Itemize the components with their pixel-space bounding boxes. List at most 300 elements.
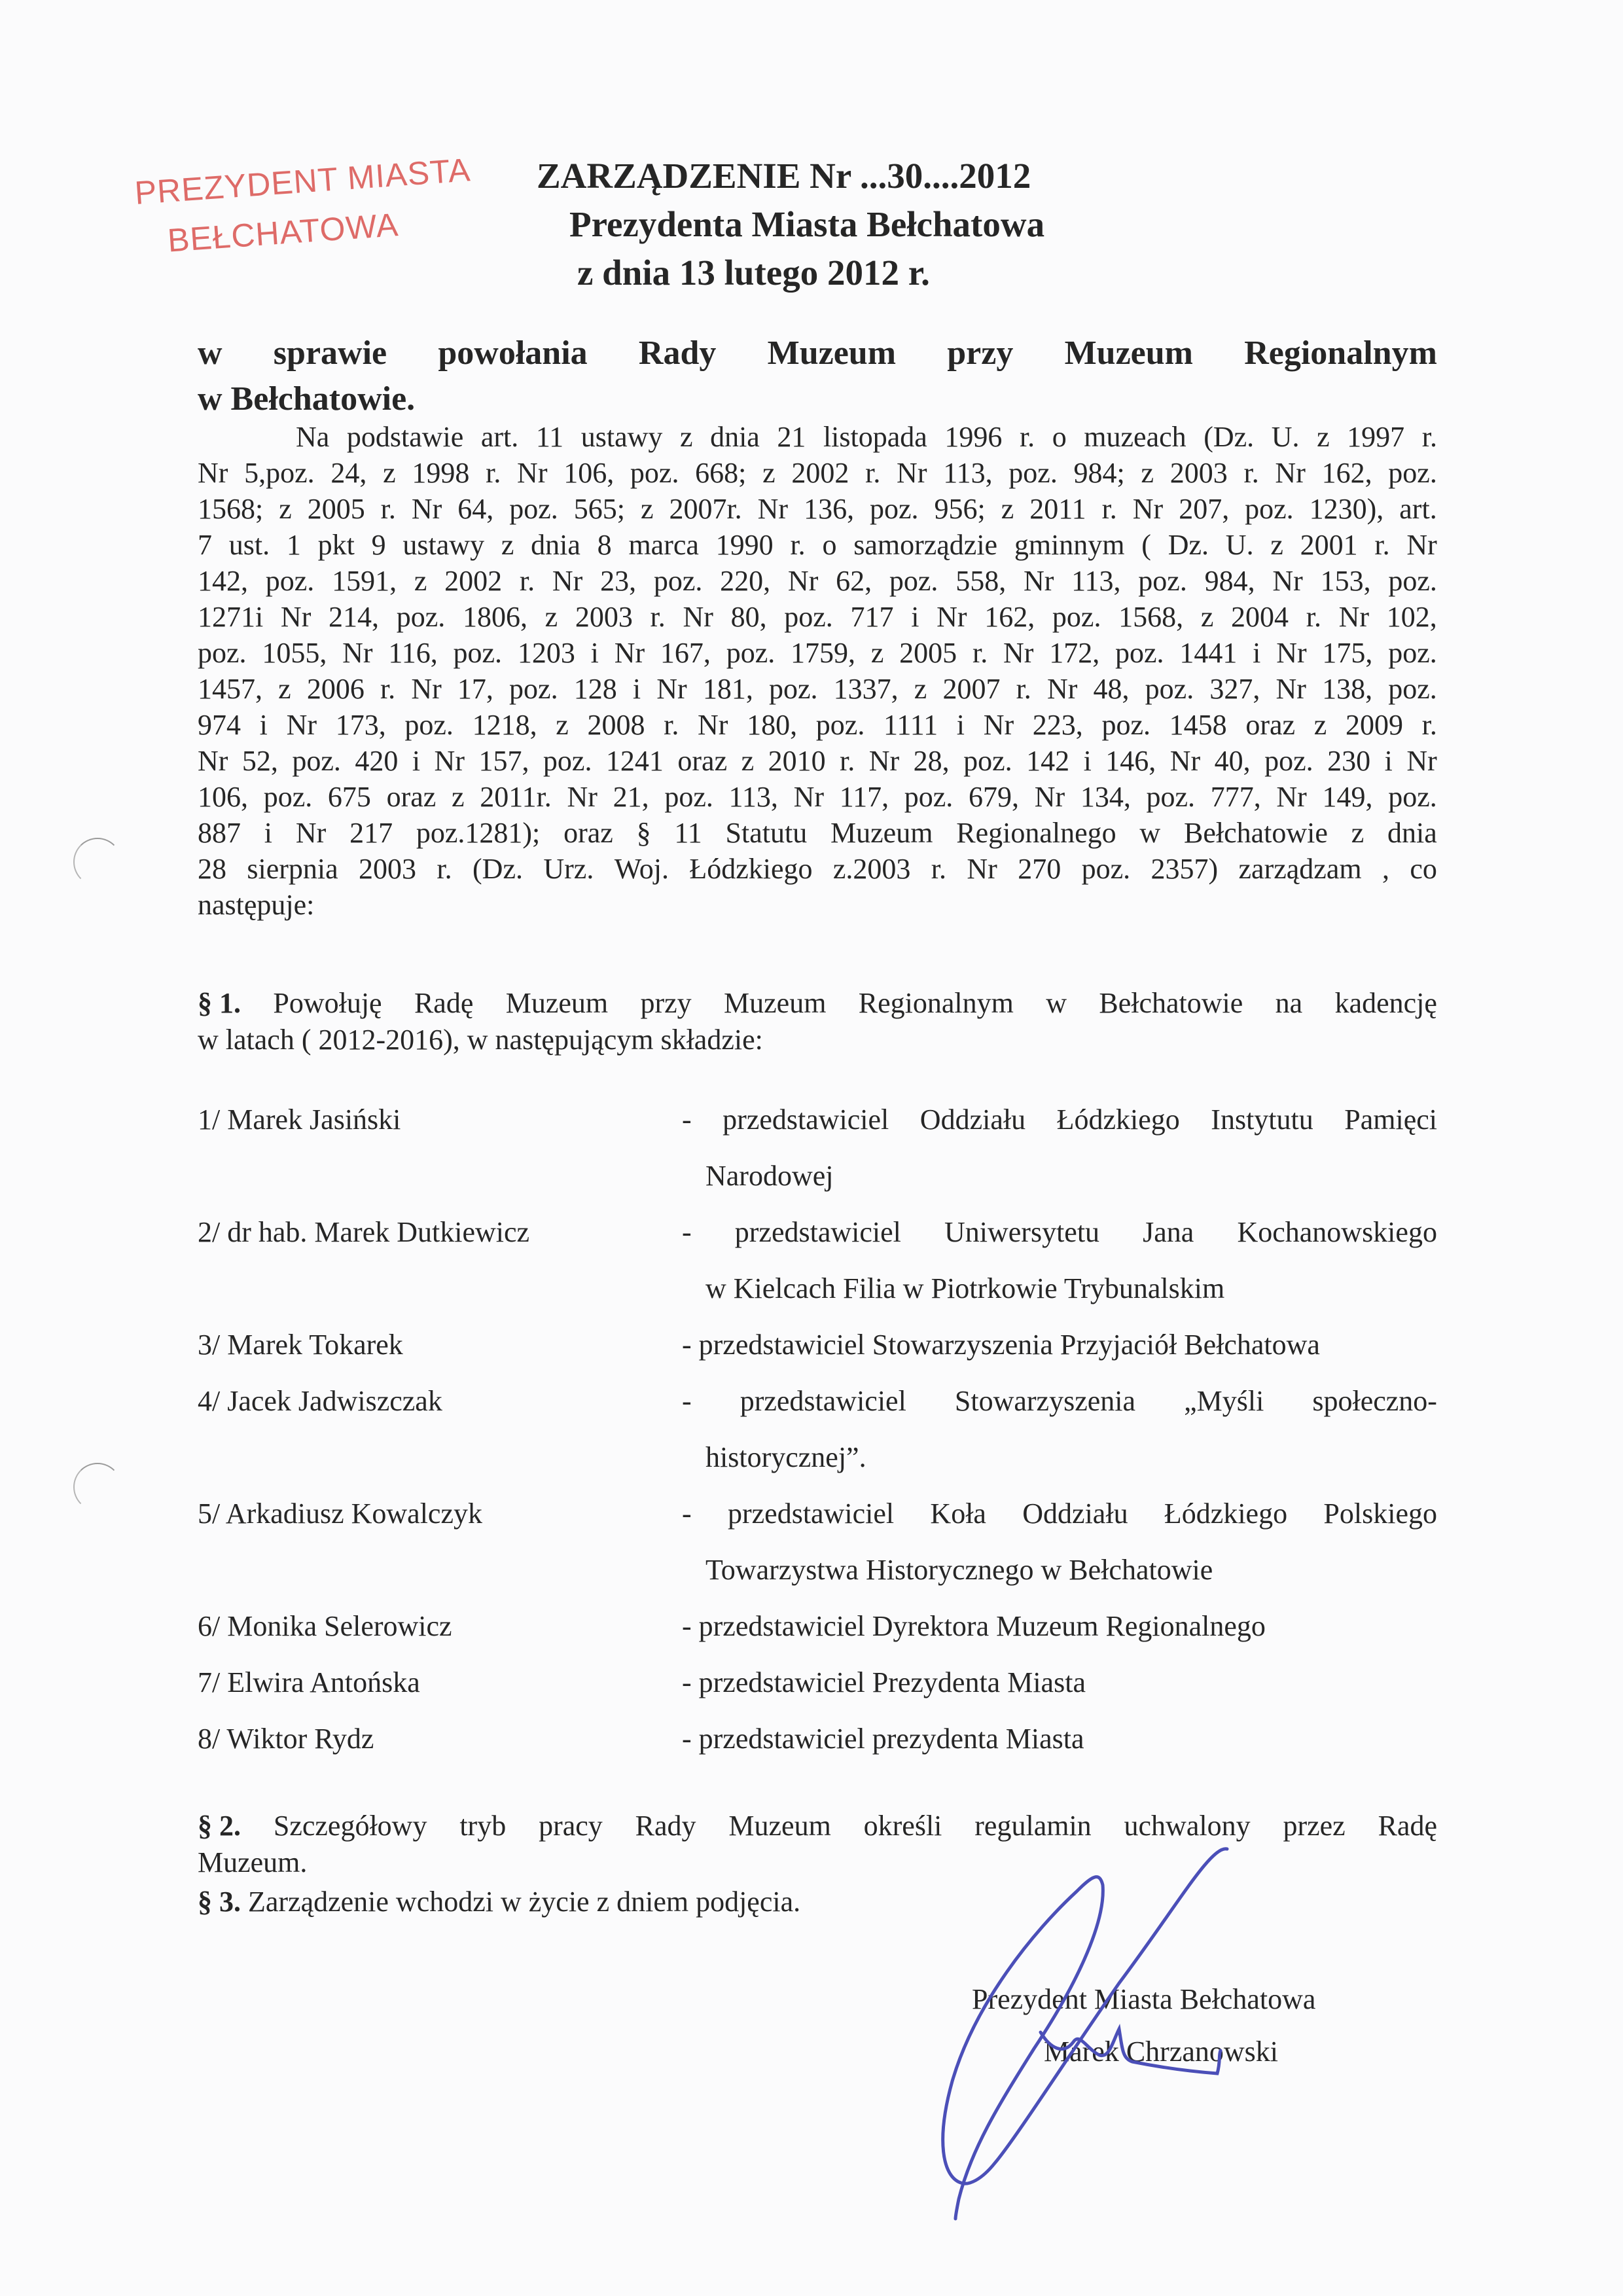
legal-basis-token: r.	[380, 493, 396, 525]
member-role-line: - przedstawiciel Prezydenta Miasta	[682, 1666, 1086, 1698]
subject-word: Regionalnym	[1244, 334, 1437, 372]
council-member	[198, 1598, 1437, 1655]
legal-basis-token: 1990	[715, 529, 774, 561]
legal-basis-token: 2006	[306, 673, 365, 705]
legal-basis-token: ustawy	[580, 421, 663, 453]
legal-basis-token: 777,	[1210, 781, 1261, 813]
legal-basis-token: (Dz.	[473, 853, 523, 885]
legal-basis-token: Nr	[567, 781, 597, 813]
legal-basis-token: poz.	[1008, 457, 1058, 489]
official-stamp	[134, 153, 475, 259]
legal-basis-token: 214,	[329, 601, 380, 633]
legal-basis-line	[198, 779, 1437, 815]
legal-basis-token: 17,	[457, 673, 493, 705]
legal-basis-token: 217	[349, 817, 393, 849]
legal-basis-token: r.	[1019, 421, 1035, 453]
legal-basis-token: 420	[355, 745, 399, 777]
legal-basis-token: Nr	[897, 457, 927, 489]
legal-basis-token: i	[1083, 745, 1092, 777]
legal-basis-token: 230	[1327, 745, 1371, 777]
legal-basis-token: 1457,	[198, 673, 262, 705]
member-role-line	[682, 1092, 1437, 1148]
section-1-word: na	[1275, 987, 1303, 1019]
legal-basis-token: poz.	[453, 637, 503, 669]
legal-basis-token: ,	[1382, 853, 1389, 885]
legal-basis-token: 48,	[1093, 673, 1130, 705]
council-member	[198, 1317, 1437, 1373]
legal-basis-token: 149,	[1322, 781, 1373, 813]
legal-basis-token: 64,	[457, 493, 494, 525]
member-role-token: -	[682, 1498, 692, 1530]
legal-basis-token: Regionalnego	[956, 817, 1116, 849]
member-role-line: historycznej”.	[705, 1441, 866, 1473]
document-issuer: Prezydenta Miasta Bełchatowa	[569, 204, 1045, 244]
subject-word: Rady	[638, 334, 717, 372]
legal-basis-token: Dz.	[1168, 529, 1209, 561]
legal-basis-token: poz.	[1145, 673, 1194, 705]
legal-basis-token: dnia	[710, 421, 760, 453]
legal-basis-token: r.	[931, 853, 947, 885]
section-1-word: przy	[640, 987, 692, 1019]
legal-basis-token: dnia	[1387, 817, 1437, 849]
legal-basis-token: Nr	[757, 493, 789, 525]
legal-basis-token: i	[632, 673, 641, 705]
legal-basis-token: Bełchatowie	[1184, 817, 1328, 849]
legal-basis-line	[198, 599, 1437, 635]
member-role	[682, 1655, 1437, 1711]
hole-punch-mark	[73, 838, 122, 886]
section-2-word: Radę	[1378, 1810, 1437, 1842]
legal-basis-token: z	[279, 493, 292, 525]
legal-basis-token: 2002	[791, 457, 849, 489]
legal-basis-token: w	[1139, 817, 1161, 849]
legal-basis-token: r.	[1421, 421, 1437, 453]
legal-basis-token: 1230),	[1309, 493, 1384, 525]
legal-basis-token: poz.	[726, 637, 776, 669]
legal-basis-token: z	[640, 493, 654, 525]
legal-basis-token: 984,	[1204, 565, 1255, 597]
section-2-word: Szczegółowy	[273, 1810, 427, 1842]
legal-basis-token: (Dz.	[1204, 421, 1255, 453]
legal-basis-token: 102,	[1386, 601, 1437, 633]
legal-basis-token: 223,	[1032, 709, 1083, 741]
legal-basis-token: i	[590, 637, 599, 669]
section-1-line-2: w latach ( 2012-2016), w następującym składzie:	[198, 1024, 763, 1056]
legal-basis-token: 2003	[575, 601, 633, 633]
member-role-token: -	[682, 1103, 692, 1136]
legal-basis-token: Nr	[342, 637, 373, 669]
legal-basis-token: 40,	[1214, 745, 1251, 777]
member-role	[682, 1373, 1437, 1486]
subject-word: Muzeum	[1064, 334, 1193, 372]
legal-basis-line	[198, 635, 1437, 671]
legal-basis-token: poz.	[815, 709, 865, 741]
council-member	[198, 1655, 1437, 1711]
legal-basis-token: 1271i	[198, 601, 264, 633]
legal-basis-token: 173,	[335, 709, 386, 741]
council-member	[198, 1092, 1437, 1204]
legal-basis-token: 157,	[478, 745, 529, 777]
legal-basis-token: 80,	[730, 601, 767, 633]
legal-basis-token: poz.	[1388, 781, 1437, 813]
legal-basis-line	[198, 743, 1437, 779]
legal-basis-token: poz.	[509, 493, 558, 525]
legal-basis-token: Nr	[1406, 529, 1437, 561]
member-name: 4/ Jacek Jadwiszczak	[198, 1385, 442, 1417]
legal-basis-token: 2005	[899, 637, 957, 669]
legal-basis-token: poz.	[963, 745, 1012, 777]
legal-basis-token: poz.	[870, 493, 919, 525]
section-1	[198, 985, 1437, 1058]
legal-basis-token: podstawie	[346, 421, 464, 453]
legal-basis-token: r.	[1101, 493, 1117, 525]
legal-basis-token: i	[412, 745, 421, 777]
legal-basis-token: co	[1410, 853, 1437, 885]
member-role-line: - przedstawiciel Stowarzyszenia Przyjaciół Bełchatowa	[682, 1329, 1320, 1361]
section-1-line-1	[198, 985, 1437, 1022]
legal-basis-token: 2004	[1231, 601, 1289, 633]
legal-basis-token: 1996	[944, 421, 1003, 453]
legal-basis-token: 1568,	[1118, 601, 1184, 633]
legal-basis-token: 2005	[307, 493, 365, 525]
legal-basis-token: z	[1200, 601, 1214, 633]
legal-basis-token: 2007r.	[669, 493, 742, 525]
legal-basis-token: i	[911, 601, 919, 633]
legal-basis-token: 146,	[1105, 745, 1156, 777]
legal-basis-token: 1759,	[791, 637, 856, 669]
legal-basis-token: 8	[597, 529, 612, 561]
section-1-label: § 1.	[198, 987, 241, 1019]
legal-basis-token: Nr	[698, 709, 728, 741]
legal-basis-token: 1055,	[262, 637, 327, 669]
member-role-token: przedstawiciel	[734, 1216, 901, 1248]
legal-basis-token: 1997	[1347, 421, 1405, 453]
legal-basis-token: poz.	[630, 457, 679, 489]
section-1-word: Muzeum	[724, 987, 827, 1019]
legal-basis-token: poz.	[1081, 853, 1131, 885]
hole-punch-mark	[73, 1463, 122, 1511]
legal-basis-token: Nr	[983, 709, 1014, 741]
member-name: 7/ Elwira Antońska	[198, 1666, 420, 1698]
legal-basis-token: 106,	[563, 457, 615, 489]
section-3-label: § 3.	[198, 1886, 241, 1918]
legal-basis-token: poz.	[653, 565, 703, 597]
legal-basis-token: 2010	[768, 745, 826, 777]
legal-basis-token: r.	[1374, 529, 1390, 561]
legal-basis-token: poz.	[404, 709, 454, 741]
legal-basis-token: 1337,	[833, 673, 899, 705]
section-1-word: Bełchatowie	[1099, 987, 1243, 1019]
member-role-token: Pamięci	[1344, 1103, 1437, 1136]
legal-basis-token: i	[1253, 637, 1261, 669]
legal-basis-token: 1441	[1179, 637, 1238, 669]
legal-basis-token: zarządzam	[1238, 853, 1362, 885]
section-2-word: tryb	[459, 1810, 507, 1842]
legal-basis-token: 162,	[1321, 457, 1372, 489]
legal-basis-token: 28	[198, 853, 226, 885]
signer-title: Prezydent Miasta Bełchatowa	[972, 1983, 1316, 2015]
legal-basis-token: poz.	[263, 781, 313, 813]
legal-basis-token: Nr	[280, 601, 312, 633]
legal-basis-token: Nr	[1276, 637, 1307, 669]
member-name: 2/ dr hab. Marek Dutkiewicz	[198, 1216, 530, 1248]
legal-basis-token: r.	[972, 637, 988, 669]
subject-line-2: w Bełchatowie.	[198, 380, 416, 418]
legal-basis-token: Nr	[286, 709, 317, 741]
legal-basis-token: z	[1141, 457, 1154, 489]
member-role-token: Oddziału	[919, 1103, 1026, 1136]
legal-basis-token: 113,	[728, 781, 778, 813]
legal-basis-token: 181,	[702, 673, 753, 705]
member-role	[682, 1092, 1437, 1204]
legal-basis-token: Łódzkiego	[689, 853, 813, 885]
legal-basis-token: r.	[790, 529, 806, 561]
legal-basis-token: poz.	[1052, 601, 1101, 633]
legal-basis-token: Nr	[1034, 781, 1065, 813]
legal-basis-token: poz.	[1146, 781, 1196, 813]
member-role-line: Towarzystwa Historycznego w Bełchatowie	[705, 1554, 1213, 1586]
legal-basis-token: 1203	[517, 637, 575, 669]
legal-basis-token: 2002	[444, 565, 503, 597]
legal-basis-token: z	[870, 637, 884, 669]
legal-basis-token: Nr	[1272, 565, 1303, 597]
stamp-line-1: PREZYDENT MIASTA	[134, 151, 472, 211]
member-role-token: przedstawiciel	[740, 1385, 906, 1417]
legal-basis-token: z	[501, 529, 514, 561]
legal-basis-token: 887	[198, 817, 241, 849]
legal-basis-token: oraz	[563, 817, 613, 849]
legal-basis-token: r.	[840, 745, 855, 777]
legal-basis-token: poz.	[768, 673, 818, 705]
legal-basis-token: 153,	[1320, 565, 1371, 597]
legal-basis-token: 62,	[836, 565, 872, 597]
legal-basis-token: 974	[198, 709, 241, 741]
legal-basis-token: Nr	[1275, 457, 1306, 489]
legal-basis-token: z	[1270, 529, 1283, 561]
legal-basis-token: Nr	[411, 493, 442, 525]
member-role-token: Stowarzyszenia	[954, 1385, 1136, 1417]
legal-basis-token: 23,	[600, 565, 637, 597]
legal-basis-token: marca	[628, 529, 699, 561]
legal-basis-token: i	[264, 817, 273, 849]
document-header	[537, 152, 1126, 297]
legal-basis-token: 162,	[984, 601, 1035, 633]
section-2-word: uchwalony	[1124, 1810, 1251, 1842]
legal-basis-token: 220,	[720, 565, 771, 597]
legal-basis-token: 668;	[695, 457, 747, 489]
legal-basis-token: 2007	[942, 673, 1001, 705]
member-role-line: w Kielcach Filia w Piotrkowie Trybunalskim	[705, 1272, 1225, 1304]
legal-basis-token: 106,	[198, 781, 248, 813]
legal-basis-token: 11	[535, 421, 564, 453]
subject-word: sprawie	[273, 334, 387, 372]
legal-basis-token: dnia	[531, 529, 580, 561]
council-members-list	[198, 1092, 1437, 1767]
member-role-token: przedstawiciel	[727, 1498, 895, 1530]
legal-basis-token: poz.	[889, 565, 938, 597]
legal-basis-token: Nr	[967, 853, 997, 885]
legal-basis-token: r.	[664, 709, 679, 741]
legal-basis-token: 113,	[943, 457, 993, 489]
member-role-token: Oddziału	[1022, 1498, 1128, 1530]
legal-basis-token: 24,	[330, 457, 367, 489]
legal-basis-token: poz.	[664, 781, 713, 813]
stamp-line-2: BEŁCHATOWA	[166, 206, 400, 259]
legal-basis-token: i	[1384, 745, 1393, 777]
member-name: 6/ Monika Selerowicz	[198, 1610, 452, 1642]
legal-basis-token: Nr	[614, 637, 645, 669]
legal-basis-token: 180,	[747, 709, 798, 741]
legal-basis-token: 2357)	[1150, 853, 1219, 885]
section-2-word: określi	[863, 1810, 942, 1842]
legal-basis-token: i	[956, 709, 965, 741]
section-1-word: Powołuję	[273, 987, 382, 1019]
section-3-text: Zarządzenie wchodzi w życie z dniem podjęcia.	[241, 1886, 801, 1918]
legal-basis-token: 2003	[1169, 457, 1228, 489]
legal-basis-token: Nr	[1046, 673, 1078, 705]
legal-basis-line	[198, 815, 1437, 851]
legal-basis-token: 172,	[1049, 637, 1100, 669]
legal-basis-token: Nr	[1406, 745, 1437, 777]
member-role-token: Kochanowskiego	[1237, 1216, 1437, 1248]
signer-name: Marek Chrzanowski	[1044, 2036, 1279, 2068]
legal-basis-token: 28,	[913, 745, 950, 777]
member-role-token: Łódzkiego	[1056, 1103, 1180, 1136]
legal-basis-token: 717	[850, 601, 894, 633]
legal-basis-token: poz.	[1388, 673, 1437, 705]
member-role-line	[682, 1373, 1437, 1429]
legal-basis-token: 1	[286, 529, 301, 561]
legal-basis-token: U.	[1225, 529, 1254, 561]
legal-basis-token: Nr	[793, 781, 825, 813]
legal-basis-token: 1568;	[198, 493, 264, 525]
legal-basis-line	[198, 455, 1437, 491]
legal-basis-token: z	[278, 673, 291, 705]
legal-basis-token: poz.	[784, 601, 833, 633]
member-role-line: - przedstawiciel Dyrektora Muzeum Regionalnego	[682, 1610, 1266, 1642]
legal-basis-token: 21,	[613, 781, 649, 813]
legal-basis-token: poz.	[292, 745, 341, 777]
legal-basis-token: Nr	[1275, 673, 1306, 705]
subject-line-1	[198, 331, 1437, 376]
section-2-word: przez	[1283, 1810, 1346, 1842]
legal-basis-paragraph	[198, 419, 1437, 923]
legal-basis-token: 1591,	[332, 565, 397, 597]
legal-basis-token: oraz	[386, 781, 437, 813]
subject-word: powołania	[438, 334, 588, 372]
legal-basis-token: 207,	[1179, 493, 1230, 525]
legal-basis-token: 128	[573, 673, 617, 705]
legal-basis-token: 9	[371, 529, 386, 561]
legal-basis-token: Nr	[936, 601, 967, 633]
legal-basis-token: Nr	[656, 673, 687, 705]
council-member	[198, 1711, 1437, 1767]
section-1-word: kadencję	[1334, 987, 1437, 1019]
legal-basis-token: z.2003	[832, 853, 911, 885]
legal-basis-token: 1998	[412, 457, 470, 489]
legal-basis-token: Nr	[1023, 565, 1054, 597]
section-1-word: Regionalnym	[858, 987, 1014, 1019]
document-title: ZARZĄDZENIE Nr ...30....2012	[537, 156, 1031, 196]
section-2-word: Muzeum	[728, 1810, 831, 1842]
legal-basis-token: listopada	[823, 421, 927, 453]
legal-basis-token: r.	[865, 457, 881, 489]
legal-basis-token: z	[741, 745, 755, 777]
council-member	[198, 1486, 1437, 1598]
member-role	[682, 1486, 1437, 1598]
legal-basis-token: o	[1052, 421, 1067, 453]
legal-basis-token: muzeach	[1084, 421, 1186, 453]
member-role-token: Instytutu	[1211, 1103, 1313, 1136]
legal-basis-token: 138,	[1322, 673, 1373, 705]
member-name: 1/ Marek Jasiński	[198, 1103, 401, 1136]
legal-basis-token: 175,	[1322, 637, 1373, 669]
section-1-word: Radę	[414, 987, 474, 1019]
legal-basis-token: z	[1317, 421, 1330, 453]
legal-basis-token: 270	[1018, 853, 1061, 885]
legal-basis-token: 2011r.	[480, 781, 552, 813]
legal-basis-token: Na	[296, 421, 330, 453]
legal-basis-token: r.	[380, 673, 396, 705]
legal-basis-line	[198, 671, 1437, 707]
member-role-token: Polskiego	[1323, 1498, 1437, 1530]
legal-basis-token: Nr	[434, 745, 465, 777]
legal-basis-token: 167,	[660, 637, 711, 669]
legal-basis-token: r.	[1421, 709, 1437, 741]
legal-basis-token: §	[636, 817, 651, 849]
legal-basis-token: Nr	[517, 457, 548, 489]
member-role-line	[682, 1486, 1437, 1542]
member-name: 8/ Wiktor Rydz	[198, 1723, 374, 1755]
legal-basis-token: Nr	[683, 601, 713, 633]
legal-basis-token: U.	[1271, 421, 1300, 453]
legal-basis-token: 2011	[1029, 493, 1086, 525]
legal-basis-token: poz.	[543, 745, 592, 777]
legal-basis-token: art.	[1399, 493, 1437, 525]
member-role-token: przedstawiciel	[722, 1103, 889, 1136]
legal-basis-token: poz.	[509, 673, 558, 705]
member-role-token: społeczno-	[1312, 1385, 1437, 1417]
legal-basis-token: r.	[1306, 601, 1321, 633]
section-2-word: regulamin	[974, 1810, 1092, 1842]
legal-basis-token: Nr	[1003, 637, 1034, 669]
member-role-line: Narodowej	[705, 1160, 834, 1192]
legal-basis-line	[198, 707, 1437, 743]
handwritten-signature	[903, 1833, 1427, 2225]
member-role	[682, 1317, 1437, 1373]
legal-basis-token: 134,	[1080, 781, 1131, 813]
legal-basis-token: z	[452, 781, 465, 813]
council-member	[198, 1373, 1437, 1486]
legal-basis-line: następuje:	[198, 889, 315, 921]
legal-basis-token: 142,	[198, 565, 248, 597]
legal-basis-token: poz.1281);	[416, 817, 541, 849]
legal-basis-token: 1111	[883, 709, 938, 741]
council-member	[198, 1204, 1437, 1317]
member-role-token: Jana	[1143, 1216, 1194, 1248]
legal-basis-token: 1806,	[462, 601, 527, 633]
legal-basis-token: Nr	[295, 817, 327, 849]
legal-basis-token: 11	[674, 817, 702, 849]
legal-basis-token: r.	[437, 853, 452, 885]
member-role-token: „Myśli	[1184, 1385, 1264, 1417]
legal-basis-token: 956;	[934, 493, 986, 525]
legal-basis-token: poz.	[1264, 745, 1313, 777]
section-1-word: Muzeum	[505, 987, 609, 1019]
legal-basis-token: z	[1313, 709, 1327, 741]
legal-basis-token: 117,	[839, 781, 889, 813]
member-name: 3/ Marek Tokarek	[198, 1329, 403, 1361]
